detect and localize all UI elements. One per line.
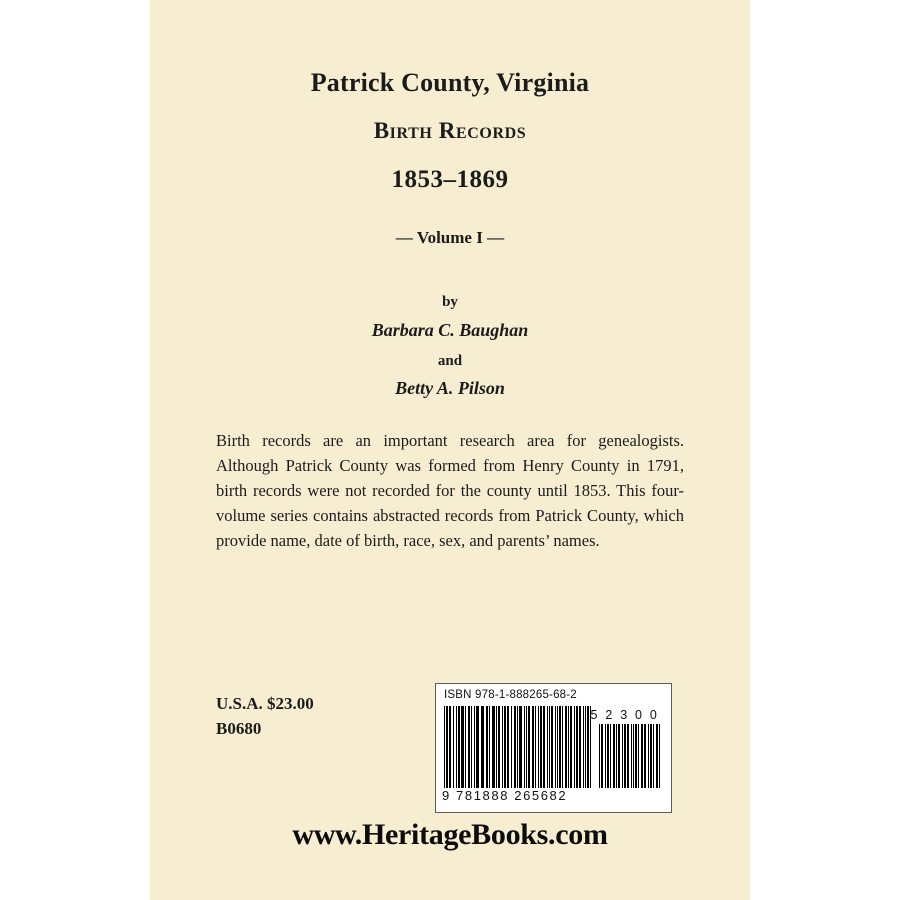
byline-label: by — [442, 294, 458, 310]
barcode-ean-digits: 9 781888 265682 — [442, 788, 568, 803]
barcode-supplement-bars — [599, 724, 661, 788]
cover-content — [150, 0, 750, 900]
publisher-website: www.HeritageBooks.com — [292, 818, 608, 851]
author-conjunction: and — [437, 353, 463, 369]
author-name-secondary: Betty A. Pilson — [395, 378, 505, 398]
isbn-text: ISBN 978-1-888265-68-2 — [444, 689, 577, 701]
book-title: Patrick County, Virginia — [310, 68, 590, 97]
book-volume: — Volume I — — [395, 228, 505, 247]
barcode-supplement-digits: 5 2 3 0 0 — [590, 708, 659, 722]
barcode-main-bars — [444, 706, 591, 788]
cover-surface — [150, 0, 750, 900]
book-subtitle: Birth Records — [373, 118, 527, 143]
price-label: U.S.A. $23.00 — [216, 694, 314, 713]
sku-label: B0680 — [216, 719, 262, 738]
book-date-range: 1853–1869 — [391, 166, 509, 193]
book-description: Birth records are an important research area for genealogists. Although Patrick County was formed from Henry County in 1791, birth records were not recorded for the county until 1853. This four-volume series contains abstracted records from Patrick County, which provide name, date of birth, race, sex, and parents’ names. — [216, 431, 684, 550]
barcode-block — [435, 683, 672, 813]
author-name-primary: Barbara C. Baughan — [371, 320, 529, 340]
